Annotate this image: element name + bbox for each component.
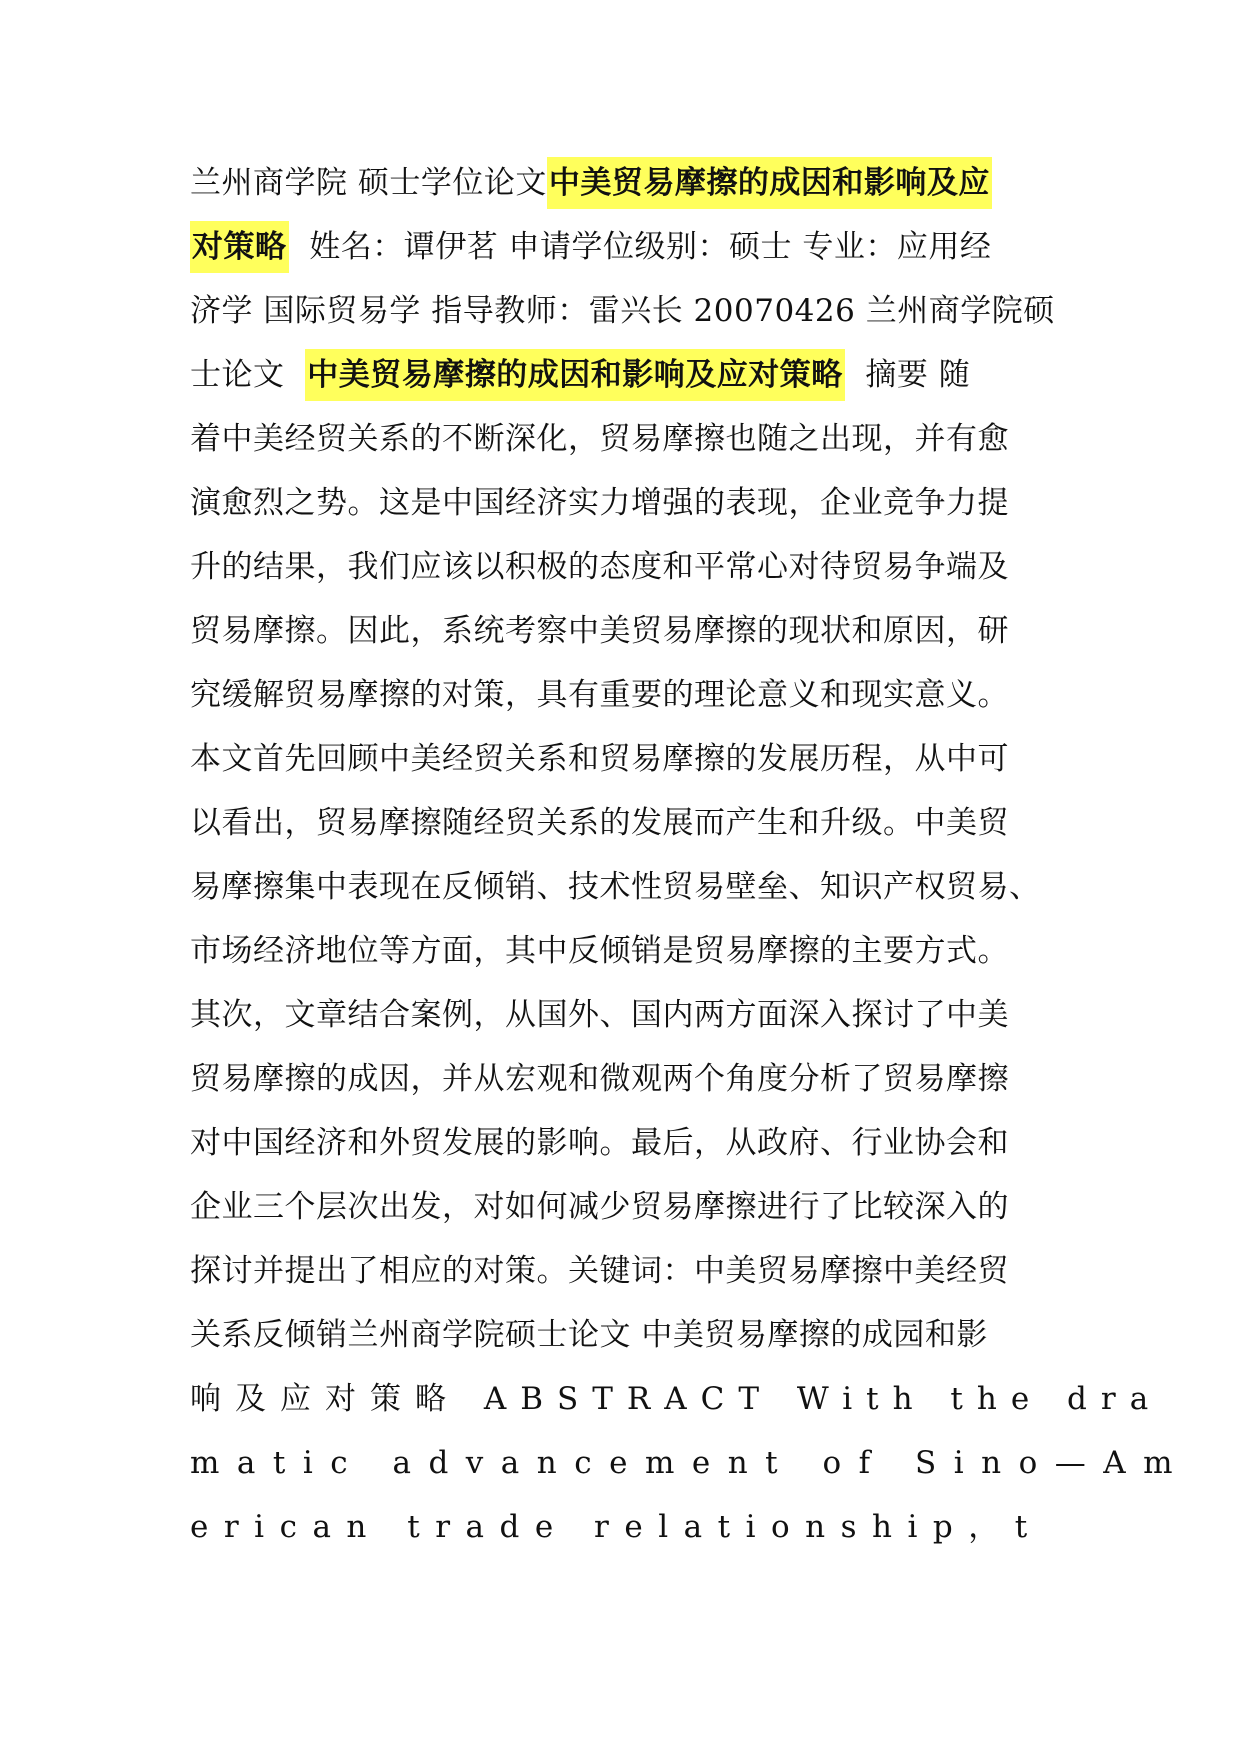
highlighted-title: 对策略 bbox=[190, 221, 289, 273]
text-line: 其次，文章结合案例，从国外、国内两方面深入探讨了中美 bbox=[190, 997, 1009, 1033]
text-line: 以看出，贸易摩擦随经贸关系的发展而产生和升级。中美贸 bbox=[190, 805, 1009, 841]
text-line: 演愈烈之势。这是中国经济实力增强的表现，企业竞争力提 bbox=[190, 485, 1009, 521]
text-segment: 士论文 bbox=[190, 357, 306, 393]
text-segment: 摘要 随 bbox=[844, 357, 971, 393]
text-line: matic advancement of Sino—Am bbox=[190, 1445, 1191, 1481]
text-segment: 姓名：谭伊茗 申请学位级别：硕士 专业：应用经 bbox=[288, 229, 992, 265]
text-line bbox=[190, 151, 1070, 215]
body-text bbox=[190, 151, 1191, 1559]
highlighted-title: 中美贸易摩擦的成因和影响及应对策略 bbox=[305, 349, 845, 401]
text-line: 市场经济地位等方面，其中反倾销是贸易摩擦的主要方式。 bbox=[190, 933, 1009, 969]
text-line: 对中国经济和外贸发展的影响。最后，从政府、行业协会和 bbox=[190, 1125, 1009, 1161]
text-line: 探讨并提出了相应的对策。关键词：中美贸易摩擦中美经贸 bbox=[190, 1253, 1009, 1289]
text-line bbox=[190, 343, 1070, 407]
text-segment: 兰州商学院 硕士学位论文 bbox=[190, 165, 547, 201]
text-line: 升的结果，我们应该以积极的态度和平常心对待贸易争端及 bbox=[190, 549, 1009, 585]
text-line: 关系反倾销兰州商学院硕士论文 中美贸易摩擦的成园和影 bbox=[190, 1317, 988, 1353]
text-line: 贸易摩擦。因此，系统考察中美贸易摩擦的现状和原因，研 bbox=[190, 613, 1009, 649]
text-line: 响及应对策略 ABSTRACT With the dra bbox=[190, 1381, 1163, 1417]
text-line bbox=[190, 215, 1070, 279]
text-line: 究缓解贸易摩擦的对策，具有重要的理论意义和现实意义。 bbox=[190, 677, 1009, 713]
text-line: 着中美经贸关系的不断深化，贸易摩擦也随之出现，并有愈 bbox=[190, 421, 1009, 457]
text-line: erican trade relationship，t bbox=[190, 1509, 1043, 1545]
highlighted-title: 中美贸易摩擦的成因和影响及应 bbox=[547, 157, 992, 209]
text-line: 济学 国际贸易学 指导教师：雷兴长 20070426 兰州商学院硕 bbox=[190, 293, 1055, 329]
text-line: 企业三个层次出发，对如何减少贸易摩擦进行了比较深入的 bbox=[190, 1189, 1009, 1225]
text-line: 本文首先回顾中美经贸关系和贸易摩擦的发展历程，从中可 bbox=[190, 741, 1009, 777]
text-line: 贸易摩擦的成因，并从宏观和微观两个角度分析了贸易摩擦 bbox=[190, 1061, 1009, 1097]
text-line: 易摩擦集中表现在反倾销、技术性贸易壁垒、知识产权贸易、 bbox=[190, 869, 1041, 905]
